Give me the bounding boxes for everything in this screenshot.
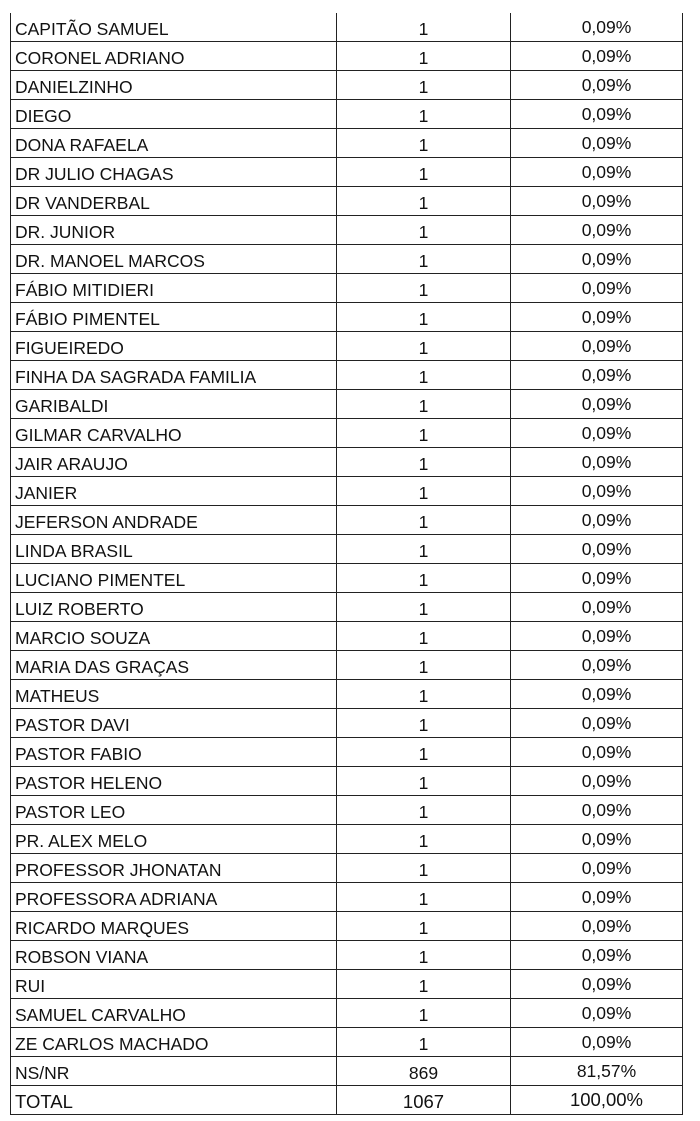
vote-percent: 0,09%: [511, 738, 683, 767]
candidate-name: ZE CARLOS MACHADO: [11, 1028, 337, 1057]
table-row: [11, 477, 683, 506]
vote-percent: 0,09%: [511, 593, 683, 622]
vote-percent: 0,09%: [511, 825, 683, 854]
vote-count: 1: [337, 303, 511, 332]
candidate-name: LUIZ ROBERTO: [11, 593, 337, 622]
candidate-name: DONA RAFAELA: [11, 129, 337, 158]
vote-count: 1: [337, 390, 511, 419]
table-body: [11, 13, 683, 1115]
table-row: [11, 448, 683, 477]
candidate-name: FIGUEIREDO: [11, 332, 337, 361]
vote-count: 1: [337, 999, 511, 1028]
vote-percent: 0,09%: [511, 970, 683, 999]
vote-percent: 0,09%: [511, 448, 683, 477]
table-row: [11, 13, 683, 42]
table-row: [11, 245, 683, 274]
candidate-name: MARIA DAS GRAÇAS: [11, 651, 337, 680]
vote-percent: 0,09%: [511, 361, 683, 390]
vote-count: 1: [337, 854, 511, 883]
table-row: [11, 1028, 683, 1057]
vote-percent: 0,09%: [511, 651, 683, 680]
candidate-name: FÁBIO MITIDIERI: [11, 274, 337, 303]
vote-count: 1: [337, 738, 511, 767]
table-row: [11, 883, 683, 912]
vote-count: 1: [337, 883, 511, 912]
vote-count: 1: [337, 332, 511, 361]
table-row: [11, 796, 683, 825]
vote-count: 1: [337, 912, 511, 941]
table-row: [11, 622, 683, 651]
candidate-name: DR JULIO CHAGAS: [11, 158, 337, 187]
total-label: TOTAL: [11, 1086, 337, 1115]
vote-percent: 0,09%: [511, 419, 683, 448]
vote-count: 1: [337, 622, 511, 651]
table-row: [11, 825, 683, 854]
vote-percent: 0,09%: [511, 796, 683, 825]
table-row: [11, 129, 683, 158]
results-table: [10, 13, 683, 1115]
table-row: [11, 506, 683, 535]
vote-percent: 0,09%: [511, 709, 683, 738]
vote-count: 1: [337, 767, 511, 796]
candidate-name: MARCIO SOUZA: [11, 622, 337, 651]
vote-count: 1: [337, 709, 511, 738]
vote-count: 1: [337, 1028, 511, 1057]
vote-percent: 0,09%: [511, 535, 683, 564]
candidate-name: JAIR ARAUJO: [11, 448, 337, 477]
vote-percent: 0,09%: [511, 274, 683, 303]
vote-percent: 0,09%: [511, 767, 683, 796]
candidate-name: CORONEL ADRIANO: [11, 42, 337, 71]
table-row: [11, 187, 683, 216]
candidate-name: SAMUEL CARVALHO: [11, 999, 337, 1028]
vote-count: 1: [337, 245, 511, 274]
table-row: [11, 970, 683, 999]
table-row: [11, 999, 683, 1028]
candidate-name: NS/NR: [11, 1057, 337, 1086]
candidate-name: PASTOR LEO: [11, 796, 337, 825]
vote-percent: 0,09%: [511, 506, 683, 535]
table-row: [11, 100, 683, 129]
vote-count: 1: [337, 419, 511, 448]
vote-count: 1: [337, 448, 511, 477]
vote-count: 1: [337, 71, 511, 100]
table-row: [11, 216, 683, 245]
vote-percent: 81,57%: [511, 1057, 683, 1086]
candidate-name: DANIELZINHO: [11, 71, 337, 100]
table-row: [11, 361, 683, 390]
candidate-name: DIEGO: [11, 100, 337, 129]
total-percent: 100,00%: [511, 1086, 683, 1115]
vote-count: 1: [337, 216, 511, 245]
vote-count: 1: [337, 100, 511, 129]
vote-percent: 0,09%: [511, 912, 683, 941]
vote-percent: 0,09%: [511, 158, 683, 187]
vote-percent: 0,09%: [511, 883, 683, 912]
table-row: [11, 158, 683, 187]
table-row: [11, 912, 683, 941]
vote-count: 1: [337, 970, 511, 999]
vote-count: 1: [337, 129, 511, 158]
candidate-name: MATHEUS: [11, 680, 337, 709]
vote-percent: 0,09%: [511, 216, 683, 245]
vote-percent: 0,09%: [511, 1028, 683, 1057]
candidate-name: DR VANDERBAL: [11, 187, 337, 216]
total-row: [11, 1086, 683, 1115]
vote-count: 1: [337, 158, 511, 187]
table-row: [11, 854, 683, 883]
candidate-name: FINHA DA SAGRADA FAMILIA: [11, 361, 337, 390]
candidate-name: ROBSON VIANA: [11, 941, 337, 970]
vote-count: 1: [337, 506, 511, 535]
vote-count: 1: [337, 651, 511, 680]
vote-percent: 0,09%: [511, 245, 683, 274]
vote-count: 1: [337, 187, 511, 216]
vote-count: 1: [337, 564, 511, 593]
table-row: [11, 390, 683, 419]
candidate-name: FÁBIO PIMENTEL: [11, 303, 337, 332]
vote-percent: 0,09%: [511, 100, 683, 129]
candidate-name: PR. ALEX MELO: [11, 825, 337, 854]
vote-count: 1: [337, 42, 511, 71]
table-row: [11, 535, 683, 564]
table-row: [11, 941, 683, 970]
vote-count: 869: [337, 1057, 511, 1086]
table-row: [11, 332, 683, 361]
candidate-name: PASTOR FABIO: [11, 738, 337, 767]
vote-percent: 0,09%: [511, 680, 683, 709]
vote-count: 1: [337, 825, 511, 854]
vote-percent: 0,09%: [511, 564, 683, 593]
table-row: [11, 709, 683, 738]
candidate-name: PROFESSORA ADRIANA: [11, 883, 337, 912]
candidate-name: JEFERSON ANDRADE: [11, 506, 337, 535]
vote-count: 1: [337, 796, 511, 825]
vote-percent: 0,09%: [511, 42, 683, 71]
vote-percent: 0,09%: [511, 332, 683, 361]
candidate-name: PROFESSOR JHONATAN: [11, 854, 337, 883]
vote-percent: 0,09%: [511, 477, 683, 506]
candidate-name: PASTOR DAVI: [11, 709, 337, 738]
vote-count: 1: [337, 593, 511, 622]
vote-percent: 0,09%: [511, 854, 683, 883]
table-row: [11, 71, 683, 100]
candidate-name: PASTOR HELENO: [11, 767, 337, 796]
vote-count: 1: [337, 680, 511, 709]
candidate-name: GILMAR CARVALHO: [11, 419, 337, 448]
candidate-name: RICARDO MARQUES: [11, 912, 337, 941]
table-row: [11, 42, 683, 71]
vote-count: 1: [337, 535, 511, 564]
vote-count: 1: [337, 941, 511, 970]
table-row: [11, 274, 683, 303]
vote-percent: 0,09%: [511, 187, 683, 216]
table-row: [11, 419, 683, 448]
candidate-name: GARIBALDI: [11, 390, 337, 419]
table-row: [11, 564, 683, 593]
candidate-name: CAPITÃO SAMUEL: [11, 13, 337, 42]
table-row: [11, 767, 683, 796]
table-row: [11, 1057, 683, 1086]
total-count: 1067: [337, 1086, 511, 1115]
vote-percent: 0,09%: [511, 999, 683, 1028]
vote-percent: 0,09%: [511, 390, 683, 419]
candidate-name: DR. JUNIOR: [11, 216, 337, 245]
table-row: [11, 651, 683, 680]
vote-count: 1: [337, 13, 511, 42]
vote-percent: 0,09%: [511, 941, 683, 970]
table-row: [11, 738, 683, 767]
vote-percent: 0,09%: [511, 622, 683, 651]
table-row: [11, 303, 683, 332]
candidate-name: LUCIANO PIMENTEL: [11, 564, 337, 593]
candidate-name: JANIER: [11, 477, 337, 506]
vote-percent: 0,09%: [511, 71, 683, 100]
candidate-name: DR. MANOEL MARCOS: [11, 245, 337, 274]
vote-percent: 0,09%: [511, 303, 683, 332]
candidate-name: LINDA BRASIL: [11, 535, 337, 564]
vote-count: 1: [337, 361, 511, 390]
vote-count: 1: [337, 477, 511, 506]
vote-percent: 0,09%: [511, 129, 683, 158]
vote-count: 1: [337, 274, 511, 303]
candidate-name: RUI: [11, 970, 337, 999]
table-row: [11, 680, 683, 709]
vote-percent: 0,09%: [511, 13, 683, 42]
table-row: [11, 593, 683, 622]
